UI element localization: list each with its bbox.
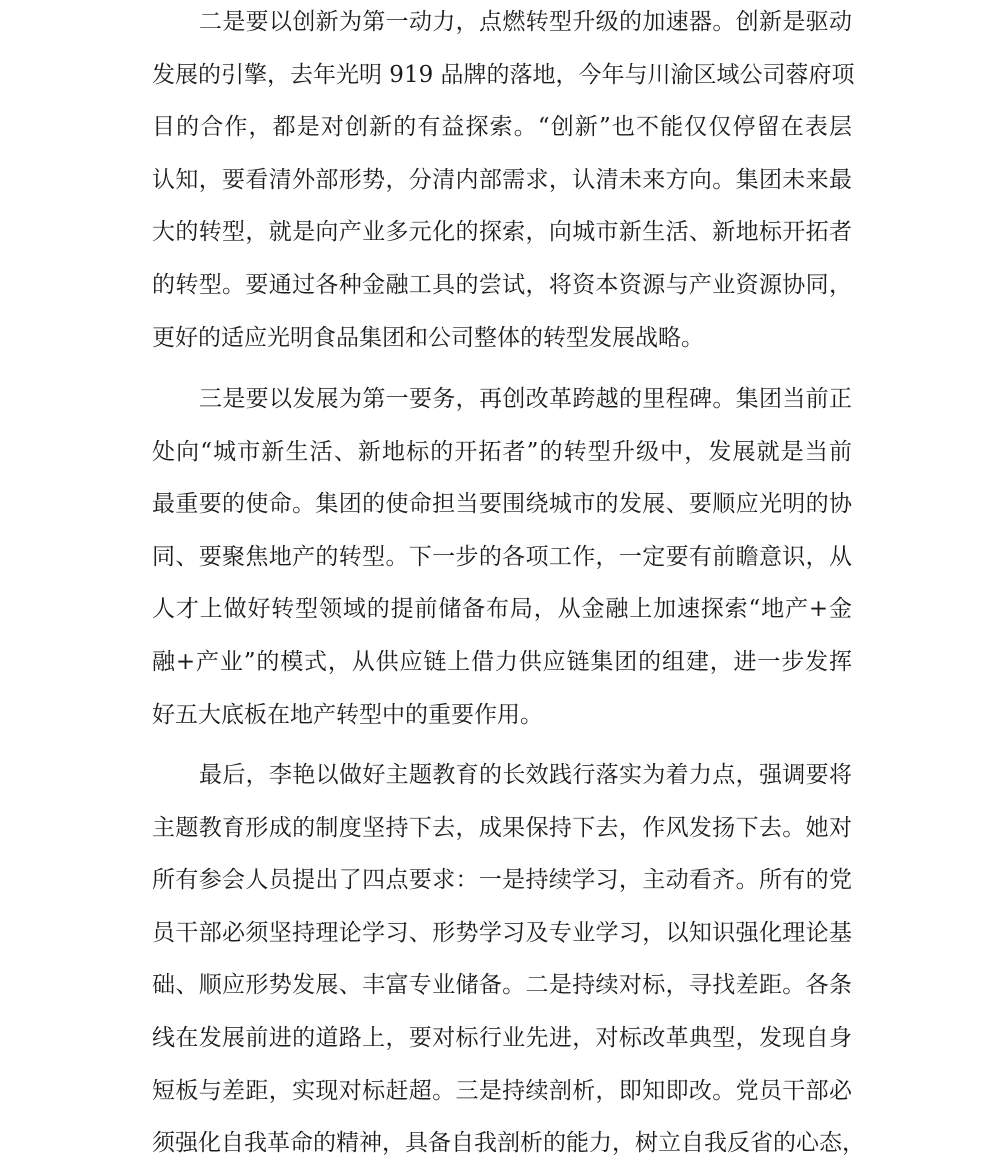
text-line: 员干部必须坚持理论学习、形势学习及专业学习，以知识强化理论基 (152, 919, 852, 946)
text-line: 主题教育形成的制度坚持下去，成果保持下去，作风发扬下去。她对 (152, 814, 852, 841)
text-line: 人才上做好转型领域的提前储备布局，从金融上加速探索“地产+金 (152, 596, 852, 623)
text-line: 融+产业”的模式，从供应链上借力供应链集团的组建，进一步发挥 (152, 648, 852, 675)
text-line: 线在发展前进的道路上，要对标行业先进，对标改革典型，发现自身 (152, 1024, 852, 1051)
text-line: 同、要聚焦地产的转型。下一步的各项工作，一定要有前瞻意识，从 (152, 543, 852, 570)
text-line: 发展的引擎，去年光明 919 品牌的落地，今年与川渝区域公司蓉府项 (152, 61, 855, 88)
text-line: 处向“城市新生活、新地标的开拓者”的转型升级中，发展就是当前 (152, 438, 852, 465)
text-line: 短板与差距，实现对标赶超。三是持续剖析，即知即改。党员干部必 (152, 1077, 852, 1104)
paragraph-innovation (152, 0, 855, 364)
text-line: 更好的适应光明食品集团和公司整体的转型发展战略。 (152, 324, 704, 351)
text-line: 三是要以发展为第一要务，再创改革跨越的里程碑。集团当前正 (199, 386, 852, 412)
text-line: 大的转型，就是向产业多元化的探索，向城市新生活、新地标开拓者 (152, 219, 852, 246)
text-line: 须强化自我革命的精神，具备自我剖析的能力，树立自我反省的心态， (152, 1130, 865, 1157)
text-line: 目的合作，都是对创新的有益探索。“创新”也不能仅仅停留在表层 (152, 114, 852, 141)
text-line: 础、顺应形势发展、丰富专业储备。二是持续对标，寻找差距。各条 (152, 972, 852, 999)
text-line: 认知，要看清外部形势，分清内部需求，认清未来方向。集团未来最 (152, 166, 852, 193)
text-line: 二是要以创新为第一动力，点燃转型升级的加速器。创新是驱动 (199, 9, 852, 35)
text-line: 所有参会人员提出了四点要求：一是持续学习，主动看齐。所有的党 (152, 867, 852, 894)
text-line: 最重要的使命。集团的使命担当要围绕城市的发展、要顺应光明的协 (152, 491, 852, 518)
paragraph-development (152, 373, 852, 741)
text-line: 好五大底板在地产转型中的重要作用。 (152, 701, 543, 728)
text-line: 的转型。要通过各种金融工具的尝试，将资本资源与产业资源协同， (152, 271, 852, 298)
text-line: 最后，李艳以做好主题教育的长效践行落实为着力点，强调要将 (199, 762, 852, 788)
paragraph-theme-education (152, 749, 865, 1170)
